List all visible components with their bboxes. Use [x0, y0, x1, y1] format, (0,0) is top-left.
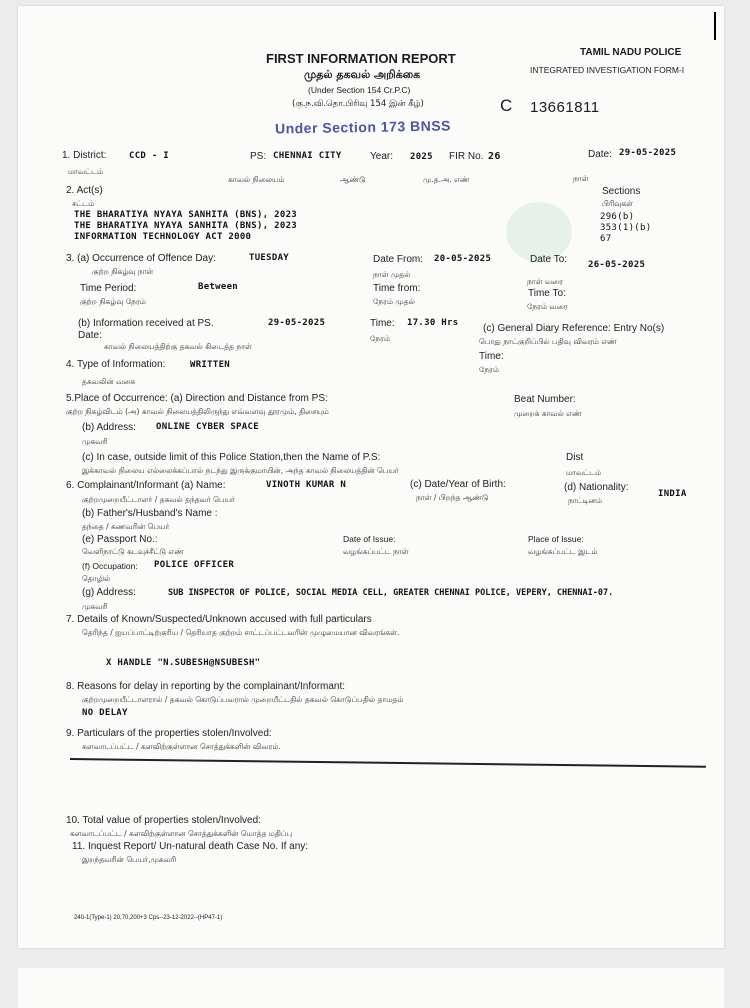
date-from-ta: நாள் முதல்: [373, 270, 411, 279]
form-title: INTEGRATED INVESTIGATION FORM-I: [530, 65, 685, 75]
info-received-label: (b) Information received at PS.: [78, 318, 214, 329]
total-value-ta: களவாடப்பட்ட / களவிற்குள்ளான சொத்துக்களின் மொத்த மதிப்பு: [70, 829, 293, 838]
info-time-value: 17.30 Hrs: [407, 318, 459, 328]
place-address-value: ONLINE CYBER SPACE: [156, 422, 259, 432]
occurrence-day-ta: குற்ற நிகழ்வு நாள்: [92, 267, 154, 276]
property-label-ta: களவாடப்பட்ட / களவிற்குள்ளான சொத்துக்களின் விவரம்.: [82, 742, 281, 751]
issue-place-label: Place of Issue:: [528, 534, 584, 544]
dob-ta: நாள் / பிறந்த ஆண்டு: [416, 493, 489, 502]
inquest-label: 11. Inquest Report/ Un-natural death Case No. If any:: [72, 841, 309, 852]
year-label-ta: ஆண்டு: [340, 175, 366, 184]
date-value: 29-05-2025: [619, 148, 677, 158]
date-to-value: 26-05-2025: [588, 260, 646, 270]
bnss-stamp: Under Section 173 BNSS: [274, 117, 452, 137]
nationality-value: INDIA: [658, 489, 687, 499]
section-2: 353(1)(b): [600, 223, 652, 233]
info-received-date: 29-05-2025: [268, 318, 326, 328]
dist-ta: மாவட்டம்: [566, 468, 602, 477]
gd-time-label: Time:: [479, 351, 504, 362]
district-label-ta: மாவட்டம்: [68, 167, 104, 176]
accused-label-ta: தெரிந்த / ஐயப்பாட்டிற்குரிய / தெரியாத குற்றம் சாட்டப்பட்டவரின் முழுமையான விவரங்கள்.: [82, 628, 400, 637]
inquest-label-ta: இறந்தவரின் பெயர்,முகவரி: [82, 855, 177, 864]
section-3: 67: [600, 234, 612, 244]
outside-ps-ta: இக்காவல் நிலைய எல்லைக்கப்பால் நடந்து இருக்குமாயின், அந்த காவல் நிலையத்தின் பெயர்: [82, 466, 399, 475]
delay-value: NO DELAY: [82, 708, 128, 718]
date-from-value: 20-05-2025: [434, 254, 492, 264]
complainant-name-value: VINOTH KUMAR N: [266, 480, 347, 490]
info-type-value: WRITTEN: [190, 360, 231, 370]
complainant-address-ta: முகவரி: [82, 602, 108, 611]
time-period-value: Between: [198, 282, 239, 292]
document-title-ta: முதல் தகவல் அறிக்கை: [304, 68, 421, 81]
issue-place-ta: வழங்கப்பட்ட இடம்: [528, 547, 598, 556]
seal-emblem: [506, 202, 572, 262]
gd-reference-ta: பொது நாட்குறிப்பில் பதிவு விவரம் எண்: [479, 337, 617, 346]
time-to-ta: நேரம் வரை: [527, 302, 568, 311]
date-to-label: Date To:: [530, 254, 568, 265]
acts-label: 2. Act(s): [66, 185, 103, 196]
serial-number: 13661811: [530, 99, 600, 116]
ps-label: PS:: [250, 151, 267, 162]
date-from-label: Date From:: [373, 254, 424, 265]
father-name-ta: தந்தை / கணவரின் பெயர்: [82, 522, 170, 531]
time-from-ta: நேரம் முதல்: [373, 297, 415, 306]
sections-label: Sections: [602, 186, 641, 197]
occupation-value: POLICE OFFICER: [154, 560, 235, 570]
nationality-ta: நாட்டினம்: [568, 496, 602, 505]
property-label: 9. Particulars of the properties stolen/Involved:: [66, 728, 272, 739]
district-label: 1. District:: [62, 150, 107, 161]
issue-date-label: Date of Issue:: [343, 534, 396, 544]
gd-reference-label: (c) General Diary Reference: Entry No(s): [483, 323, 665, 334]
under-section-text: (Under Section 154 Cr.P.C): [308, 85, 411, 95]
section-1: 296(b): [600, 212, 635, 222]
info-received-ta: காவல் நிலையத்திற்கு தகவல் கிடைத்த நாள்: [104, 342, 252, 351]
sections-label-ta: பிரிவுகள்: [602, 199, 633, 208]
act-item-3: INFORMATION TECHNOLOGY ACT 2000: [74, 232, 252, 242]
time-period-label: Time Period:: [80, 283, 137, 294]
under-section-ta: (கு.ந.வி.தொ.பிரிவு 154 இன் கீழ்): [292, 99, 424, 109]
time-to-label: Time To:: [528, 288, 566, 299]
fir-no-label: FIR No.: [449, 151, 484, 162]
fir-no-value: 26: [488, 151, 501, 162]
gd-time-ta: நேரம்: [479, 365, 500, 374]
outside-ps-label: (c) In case, outside limit of this Police Station,then the Name of P.S:: [82, 452, 381, 463]
place-label: 5.Place of Occurrence: (a) Direction and Distance from PS:: [66, 393, 328, 404]
fir-page: [18, 6, 724, 948]
complainant-name-ta: குற்றமுறையீட்டாளர் / தகவல் தந்தவர் பெயர்: [82, 495, 235, 504]
fir-no-label-ta: மு.த.அ. எண்: [423, 175, 470, 184]
occupation-label: (f) Occupation:: [82, 561, 138, 571]
print-code: 240-1(Type-1) 20,70,200+3 Cps--23-12-2022--(HP47-1): [74, 915, 223, 921]
accused-value: X HANDLE "N.SUBESH@NSUBESH": [106, 658, 261, 668]
father-name-label: (b) Father's/Husband's Name :: [82, 508, 218, 519]
next-page-edge: [18, 968, 724, 1008]
ps-label-ta: காவல் நிலையம்: [228, 175, 285, 184]
passport-ta: வெளிநாட்டு கடவுச்சீட்டு எண்: [82, 547, 184, 556]
year-label: Year:: [370, 151, 393, 162]
ps-value: CHENNAI CITY: [273, 151, 342, 161]
document-title: FIRST INFORMATION REPORT: [266, 51, 456, 66]
delay-label-ta: குற்றமுறையீட்டாளரால் / தகவல் கொடுப்பவரால் முறையீட்டதில் தகவல் கொடுப்பதில் தாமதம்: [82, 695, 404, 704]
year-value: 2025: [410, 152, 433, 162]
beat-number-label: Beat Number:: [514, 394, 576, 405]
occurrence-day-value: TUESDAY: [249, 253, 290, 263]
date-label-ta: நாள்: [573, 174, 589, 183]
beat-number-ta: முறைக் காவல் எண்: [514, 409, 582, 418]
info-time-ta: நேரம்: [370, 334, 391, 343]
time-period-ta: குற்ற நிகழ்வு நேரம்: [80, 297, 146, 306]
act-item-1: THE BHARATIYA NYAYA SANHITA (BNS), 2023: [74, 210, 298, 220]
occupation-ta: தொழில்: [82, 574, 111, 583]
margin-mark: [714, 12, 716, 40]
district-value: CCD - I: [129, 151, 170, 161]
property-underline: [70, 758, 706, 767]
police-title: TAMIL NADU POLICE: [580, 47, 682, 58]
dist-label: Dist: [566, 452, 584, 463]
place-address-ta: முகவரி: [82, 437, 108, 446]
occurrence-day-label: 3. (a) Occurrence of Offence Day:: [66, 253, 216, 264]
complainant-address-value: SUB INSPECTOR OF POLICE, SOCIAL MEDIA CELL, GREATER CHENNAI POLICE, VEPERY, CHENNAI-07.: [168, 588, 614, 598]
time-from-label: Time from:: [373, 283, 421, 294]
act-item-2: THE BHARATIYA NYAYA SANHITA (BNS), 2023: [74, 221, 298, 231]
place-label-ta: குற்ற நிகழ்விடம் (அ) காவல் நிலையத்திலிருந்து எவ்வளவு தூரமும், திசையும்: [66, 407, 329, 416]
complainant-name-label: 6. Complainant/Informant (a) Name:: [66, 480, 226, 491]
info-time-label: Time:: [370, 318, 395, 329]
accused-label: 7. Details of Known/Suspected/Unknown accused with full particulars: [66, 614, 372, 625]
passport-label: (e) Passport No.:: [82, 534, 158, 545]
acts-label-ta: சட்டம்: [72, 199, 95, 208]
issue-date-ta: வழங்கப்பட்ட நாள்: [343, 547, 409, 556]
date-to-ta: நாள் வரை: [527, 277, 564, 286]
nationality-label: (d) Nationality:: [564, 482, 629, 493]
serial-prefix: C: [500, 96, 513, 115]
delay-label: 8. Reasons for delay in reporting by the complainant/Informant:: [66, 681, 346, 692]
complainant-address-label: (g) Address:: [82, 587, 136, 598]
info-type-label: 4. Type of Information:: [66, 359, 166, 370]
dob-label: (c) Date/Year of Birth:: [410, 479, 506, 490]
place-address-label: (b) Address:: [82, 422, 136, 433]
info-date-label: Date:: [78, 330, 102, 341]
info-type-ta: தகவலின் வகை: [82, 377, 136, 386]
date-label: Date:: [588, 149, 612, 160]
total-value-label: 10. Total value of properties stolen/Involved:: [66, 815, 261, 826]
